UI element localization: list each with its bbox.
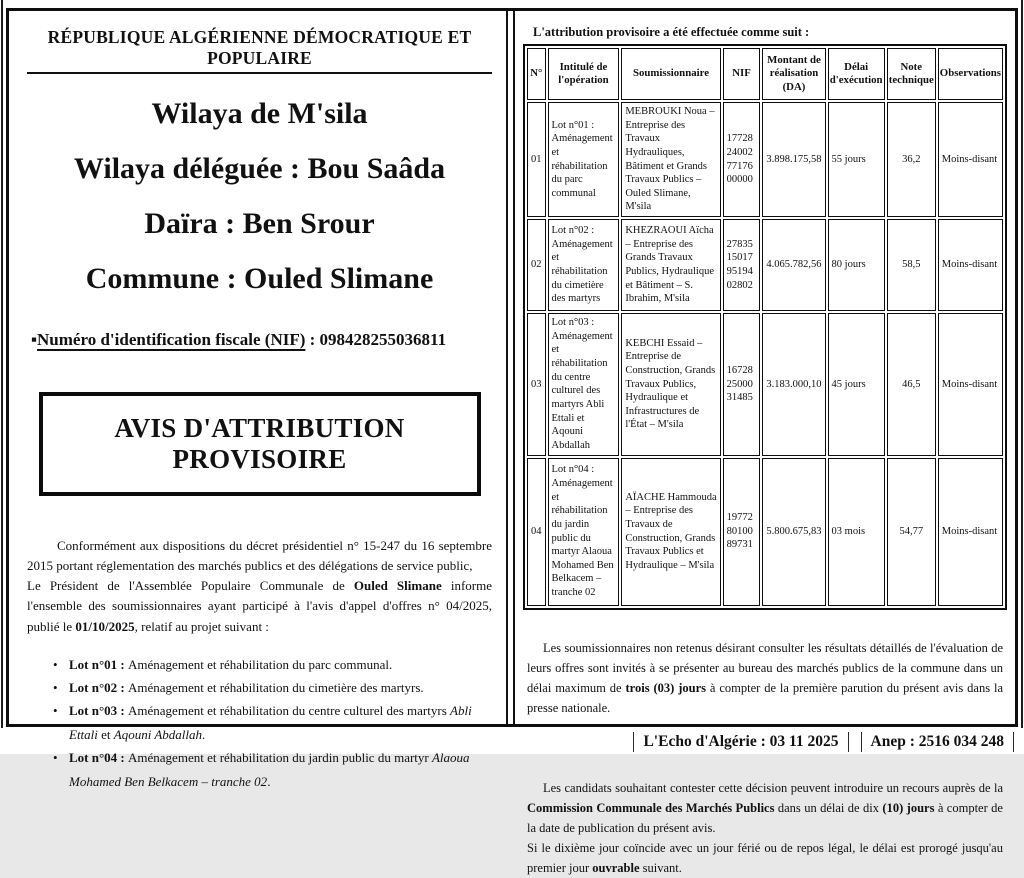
intro-p2-a: Le Président de l'Assemblée Populaire Communale de [27, 578, 354, 594]
nif-label: Numéro d'identification fiscale (NIF) [37, 330, 306, 349]
right-edge-rule [1021, 0, 1023, 728]
lot-4-italic-1: Alaoua Mohamed Ben Belkacem – tranche 02 [69, 750, 470, 789]
intro-paragraph-1: Conformément aux dispositions du décret présidentiel n° 15-247 du 16 septembre 2015 portant réglementation des marchés publics et des délégations de service public, [27, 538, 492, 574]
row1-nif: 17728240027717600000 [723, 102, 761, 217]
row4-delai: 03 mois [828, 458, 885, 606]
publication-footer [633, 732, 1014, 752]
nif-line [31, 330, 492, 350]
row1-observation: Moins-disant [938, 102, 1003, 217]
ferie-paragraph [527, 838, 1003, 878]
lot-3-label: Lot n°03 : [69, 703, 129, 719]
notice-title-box: AVIS D'ATTRIBUTION PROVISOIRE [39, 392, 481, 496]
p2-e: à compter de la date de publication du présent avis. [527, 800, 1003, 835]
row2-montant: 4.065.782,56 [762, 219, 825, 311]
title-daira: Daïra : Ben Srour [144, 207, 375, 240]
p2-delay-bold: (10) jours [882, 800, 935, 815]
square-bullet-icon: ▪ [31, 330, 38, 349]
p2-commission-bold: Commission Communale des Marchés Publics [527, 800, 775, 815]
p1-delay-bold: trois (03) jours [625, 680, 706, 695]
lot-2-text: Aménagement et réhabilitation du cimetière des martyrs. [128, 680, 424, 696]
award-table [523, 44, 1007, 610]
intro-p2-c: informe l'ensemble des soumissionnaires ayant participé à l'avis d'appel d'offres n° 04/2025, publié le [27, 578, 492, 634]
row3-delai: 45 jours [828, 313, 885, 455]
row2-nif: 27835150179519402802 [723, 219, 761, 311]
lot-3-italic-1: Abli Ettali [69, 703, 472, 742]
nif-value: : 098428255036811 [305, 330, 447, 349]
consultation-paragraph [527, 638, 1003, 718]
row2-lot: Lot n°02 : Aménagement et réhabilitation du cimetière des martyrs [548, 219, 620, 311]
lot-item-4 [53, 746, 492, 793]
row1-delai: 55 jours [828, 102, 885, 217]
row3-lot: Lot n°03 : Aménagement et réhabilitation du centre culturel des martyrs Abli Ettali et Aqouni Abdallah [548, 313, 620, 455]
p3-ouvrable-bold: ouvrable [592, 860, 640, 875]
column-divider-rule [506, 11, 515, 724]
header-intitule: Intitulé de l'opération [548, 48, 620, 100]
row3-observation: Moins-disant [938, 313, 1003, 455]
lot-4-text: Aménagement et réhabilitation du jardin public du martyr [128, 750, 432, 766]
lot-item-2 [53, 676, 492, 699]
table-row [527, 313, 1003, 455]
row1-soumissionnaire: MEBROUKI Noua – Entreprise des Travaux Hydrauliques, Bâtiment et Grands Travaux Publics – Ouled Slimane, M'sila [621, 102, 720, 217]
lot-4-label: Lot n°04 : [69, 750, 129, 766]
row2-observation: Moins-disant [938, 219, 1003, 311]
row1-montant: 3.898.175,58 [762, 102, 825, 217]
header-observations: Observations [938, 48, 1003, 100]
row4-soumissionnaire: AÏACHE Hammouda – Entreprise des Travaux de Construction, Grands Travaux Publics et Hydraulique – M'sila [621, 458, 720, 606]
row4-observation: Moins-disant [938, 458, 1003, 606]
row2-num: 02 [527, 219, 546, 311]
row3-nif: 167282500031485 [723, 313, 761, 455]
intro-paragraph-2 [27, 576, 492, 636]
row2-delai: 80 jours [828, 219, 885, 311]
lot-item-3 [53, 699, 492, 746]
row2-soumissionnaire: KHEZRAOUI Aïcha – Entreprise des Grands Travaux Publics, Hydraulique et Bâtiment – S. Ibrahim, M'sila [621, 219, 720, 311]
p3-a: Si le dixième jour coïncide avec un jour férié ou de repos légal, le délai est prorogé jusqu'au premier jour [527, 840, 1003, 875]
lot-1-label: Lot n°01 : [69, 656, 129, 672]
republic-heading: RÉPUBLIQUE ALGÉRIENNE DÉMOCRATIQUE ET POPULAIRE [27, 27, 492, 74]
table-row [527, 102, 1003, 217]
row4-lot: Lot n°04 : Aménagement et réhabilitation du jardin public du martyr Alaoua Mohamed Ben Belkacem – tranche 02 [548, 458, 620, 606]
lot-list [53, 653, 492, 793]
lot-3-mid: et [97, 726, 114, 742]
row2-note: 58,5 [887, 219, 936, 311]
intro-paragraphs [27, 536, 492, 637]
recours-paragraph [527, 778, 1003, 838]
p1-a: Les soumissionnaires non retenus désirant consulter les résultats détaillés de l'évaluation de leurs offres sont invités à se présenter au bureau des marchés publics de la commune dans un délai maximum de [527, 640, 1003, 695]
p3-c: suivant. [639, 860, 682, 875]
header-nif: NIF [723, 48, 761, 100]
row3-soumissionnaire: KEBCHI Essaid – Entreprise de Construction, Grands Travaux Publics, Hydraulique et Infrastructures de l'État – M'sila [621, 313, 720, 455]
row1-lot: Lot n°01 : Aménagement et réhabilitation du parc communal [548, 102, 620, 217]
administrative-titles [27, 99, 492, 294]
p2-a: Les candidats souhaitant contester cette décision peuvent introduire un recours auprès de la [543, 780, 1003, 795]
row3-note: 46,5 [887, 313, 936, 455]
lot-1-text: Aménagement et réhabilitation du parc communal. [128, 656, 393, 672]
header-num: N° [527, 48, 546, 100]
attribution-intro-line: L'attribution provisoire a été effectuée comme suit : [533, 25, 810, 39]
header-note: Note technique [887, 48, 936, 100]
lot-2-label: Lot n°02 : [69, 680, 129, 696]
journal-date-box: L'Echo d'Algérie : 03 11 2025 [633, 732, 848, 752]
table-row [527, 458, 1003, 606]
title-wilaya-deleguee: Wilaya déléguée : Bou Saâda [73, 152, 446, 185]
lot-3-post: . [202, 726, 206, 742]
intro-p2-date: 01/10/2025 [75, 618, 135, 634]
row4-num: 04 [527, 458, 546, 606]
header-delai: Délai d'exécution [828, 48, 885, 100]
row4-montant: 5.800.675,83 [762, 458, 825, 606]
header-montant: Montant de réalisation (DA) [762, 48, 825, 100]
p2-c: dans un délai de dix [774, 800, 883, 815]
lot-4-post: . [267, 773, 271, 789]
left-edge-rule [1, 0, 3, 728]
table-header-row [527, 48, 1003, 100]
row4-note: 54,77 [887, 458, 936, 606]
title-commune: Commune : Ouled Slimane [85, 262, 434, 295]
header-soumissionnaire: Soumissionnaire [621, 48, 720, 100]
lot-3-text: Aménagement et réhabilitation du centre culturel des martyrs [128, 703, 451, 719]
row3-montant: 3.183.000,10 [762, 313, 825, 455]
title-wilaya: Wilaya de M'sila [151, 97, 368, 130]
intro-p2-e: , relatif au projet suivant : [134, 618, 269, 634]
lot-3-italic-2: Aqouni Abdallah [113, 726, 203, 742]
row1-num: 01 [527, 102, 546, 217]
intro-p2-commune: Ouled Slimane [353, 578, 442, 594]
p1-c: à compter de la première parution du présent avis dans la presse nationale. [527, 680, 1003, 715]
row1-note: 36,2 [887, 102, 936, 217]
row3-num: 03 [527, 313, 546, 455]
anep-number-box: Anep : 2516 034 248 [861, 732, 1014, 752]
table-row [527, 219, 1003, 311]
lot-item-1 [53, 653, 492, 676]
left-column [9, 11, 506, 789]
row4-nif: 197728010089731 [723, 458, 761, 606]
